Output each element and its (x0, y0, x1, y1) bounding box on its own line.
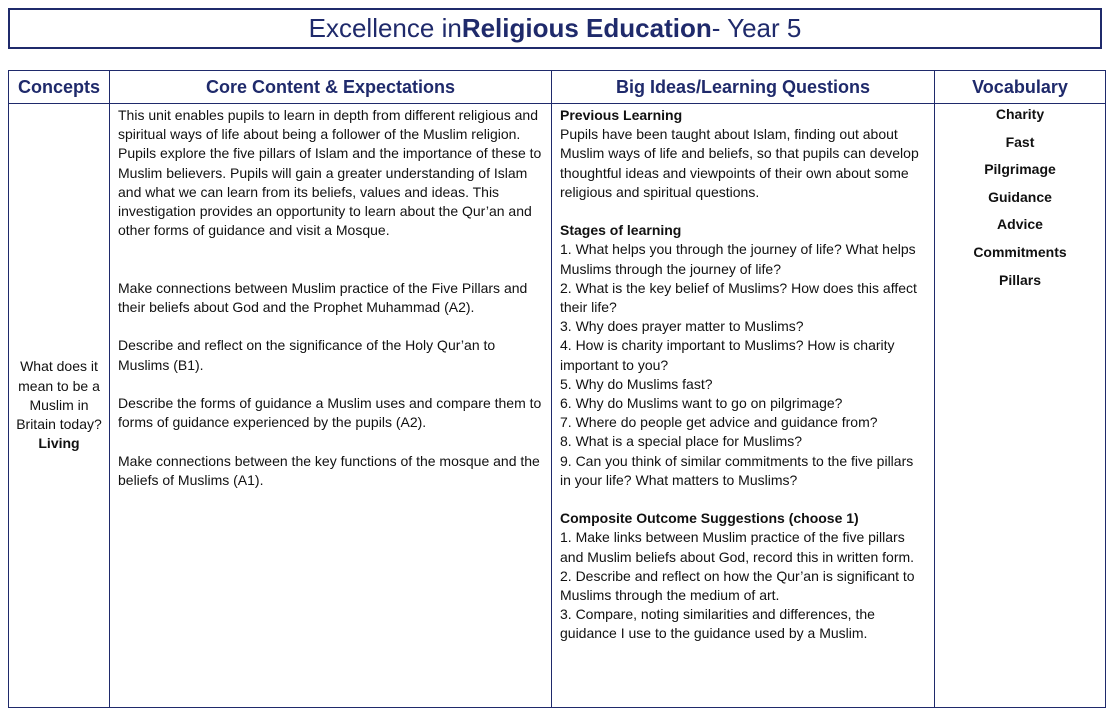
vocab-word: Advice (997, 216, 1043, 233)
vocabulary-list (935, 104, 1105, 298)
vocabulary-header: Vocabulary (935, 71, 1106, 104)
previous-learning-section (560, 106, 928, 202)
vocab-word: Pillars (998, 271, 1042, 288)
list-item: 2. Describe and reflect on how the Qur’an is significant to Muslims through the medium of art. (560, 567, 915, 604)
list-item: 7. Where do people get advice and guidance from? (560, 414, 878, 431)
vocab-word: Guidance (988, 188, 1052, 205)
outcomes-heading: Composite Outcome Suggestions (choose 1) (560, 510, 859, 527)
header-row (9, 71, 1106, 104)
outcomes-list (560, 528, 928, 643)
list-item: 5. Why do Muslims fast? (560, 375, 713, 392)
title-prefix: Excellence in (308, 13, 462, 43)
vocabulary-cell (935, 104, 1106, 708)
core-point-1: Make connections between Muslim practice of the Five Pillars and their beliefs about God and the Prophet Muhammad (A2). (118, 279, 528, 316)
vocab-word: Charity (995, 106, 1045, 122)
list-item: 8. What is a special place for Muslims? (560, 433, 802, 450)
outcomes-section (560, 509, 928, 643)
page-title (8, 8, 1102, 49)
concept-theme: Living (38, 435, 80, 452)
previous-learning-heading: Previous Learning (560, 107, 683, 123)
stages-section (560, 221, 928, 490)
concepts-header: Concepts (9, 71, 110, 104)
vocab-word: Commitments (973, 243, 1067, 260)
stages-list (560, 240, 928, 490)
core-point-3: Describe the forms of guidance a Muslim uses and compare them to forms of guidance experienced by the pupils (A2). (118, 395, 542, 431)
vocab-word: Pilgrimage (984, 161, 1056, 178)
core-content-header: Core Content & Expectations (110, 71, 552, 104)
list-item: 1. Make links between Muslim practice of the five pillars and Muslim beliefs about God, record this in written form. (560, 529, 915, 565)
list-item: 9. Can you think of similar commitments to the five pillars in your life? What matters to Muslims? (560, 452, 914, 488)
core-point-2: Describe and reflect on the significance of the Holy Qur’an to Muslims (B1). (118, 337, 496, 373)
title-year: - Year 5 (711, 13, 802, 43)
stages-heading: Stages of learning (560, 222, 682, 239)
core-intro: This unit enables pupils to learn in depth from different religious and spiritual ways of life about being a follower of the Muslim religion. Pupils explore the five pillars of Islam and the importance of these to Muslim believers. Pupils will gain a greater understanding of Islam and what we can learn from its beliefs, values and ideas. This investigation provides an opportunity to learn about the Qur’an and other forms of guidance and visit a Mosque. (118, 107, 542, 239)
title-subject: Religious Education (461, 13, 712, 43)
core-point-4: Make connections between the key functions of the mosque and the beliefs of Muslims (A1). (118, 452, 540, 488)
concept-cell (9, 104, 110, 708)
list-item: 1. What helps you through the journey of life? What helps Muslims through the journey of life? (560, 241, 916, 277)
vocab-word: Fast (1005, 133, 1035, 150)
list-item: 4. How is charity important to Muslims? How is charity important to you? (560, 337, 895, 373)
list-item: 2. What is the key belief of Muslims? How does this affect their life? (560, 279, 917, 316)
big-ideas-header: Big Ideas/Learning Questions (552, 71, 935, 104)
list-item: 3. Why does prayer matter to Muslims? (560, 318, 804, 335)
curriculum-table (8, 70, 1106, 708)
list-item: 3. Compare, noting similarities and differences, the guidance I use to the guidance used by a Muslim. (560, 606, 875, 642)
big-ideas-cell (552, 104, 935, 708)
list-item: 6. Why do Muslims want to go on pilgrimage? (560, 395, 843, 412)
concept-question: What does it mean to be a Muslim in Britain today? (16, 358, 102, 433)
previous-learning-text: Pupils have been taught about Islam, finding out about Muslim ways of life and beliefs, so that pupils can develop thoughtful ideas and viewpoints of their own about some religious and spiritual questions. (560, 126, 919, 200)
content-row (9, 104, 1106, 708)
core-content-cell (110, 104, 552, 708)
